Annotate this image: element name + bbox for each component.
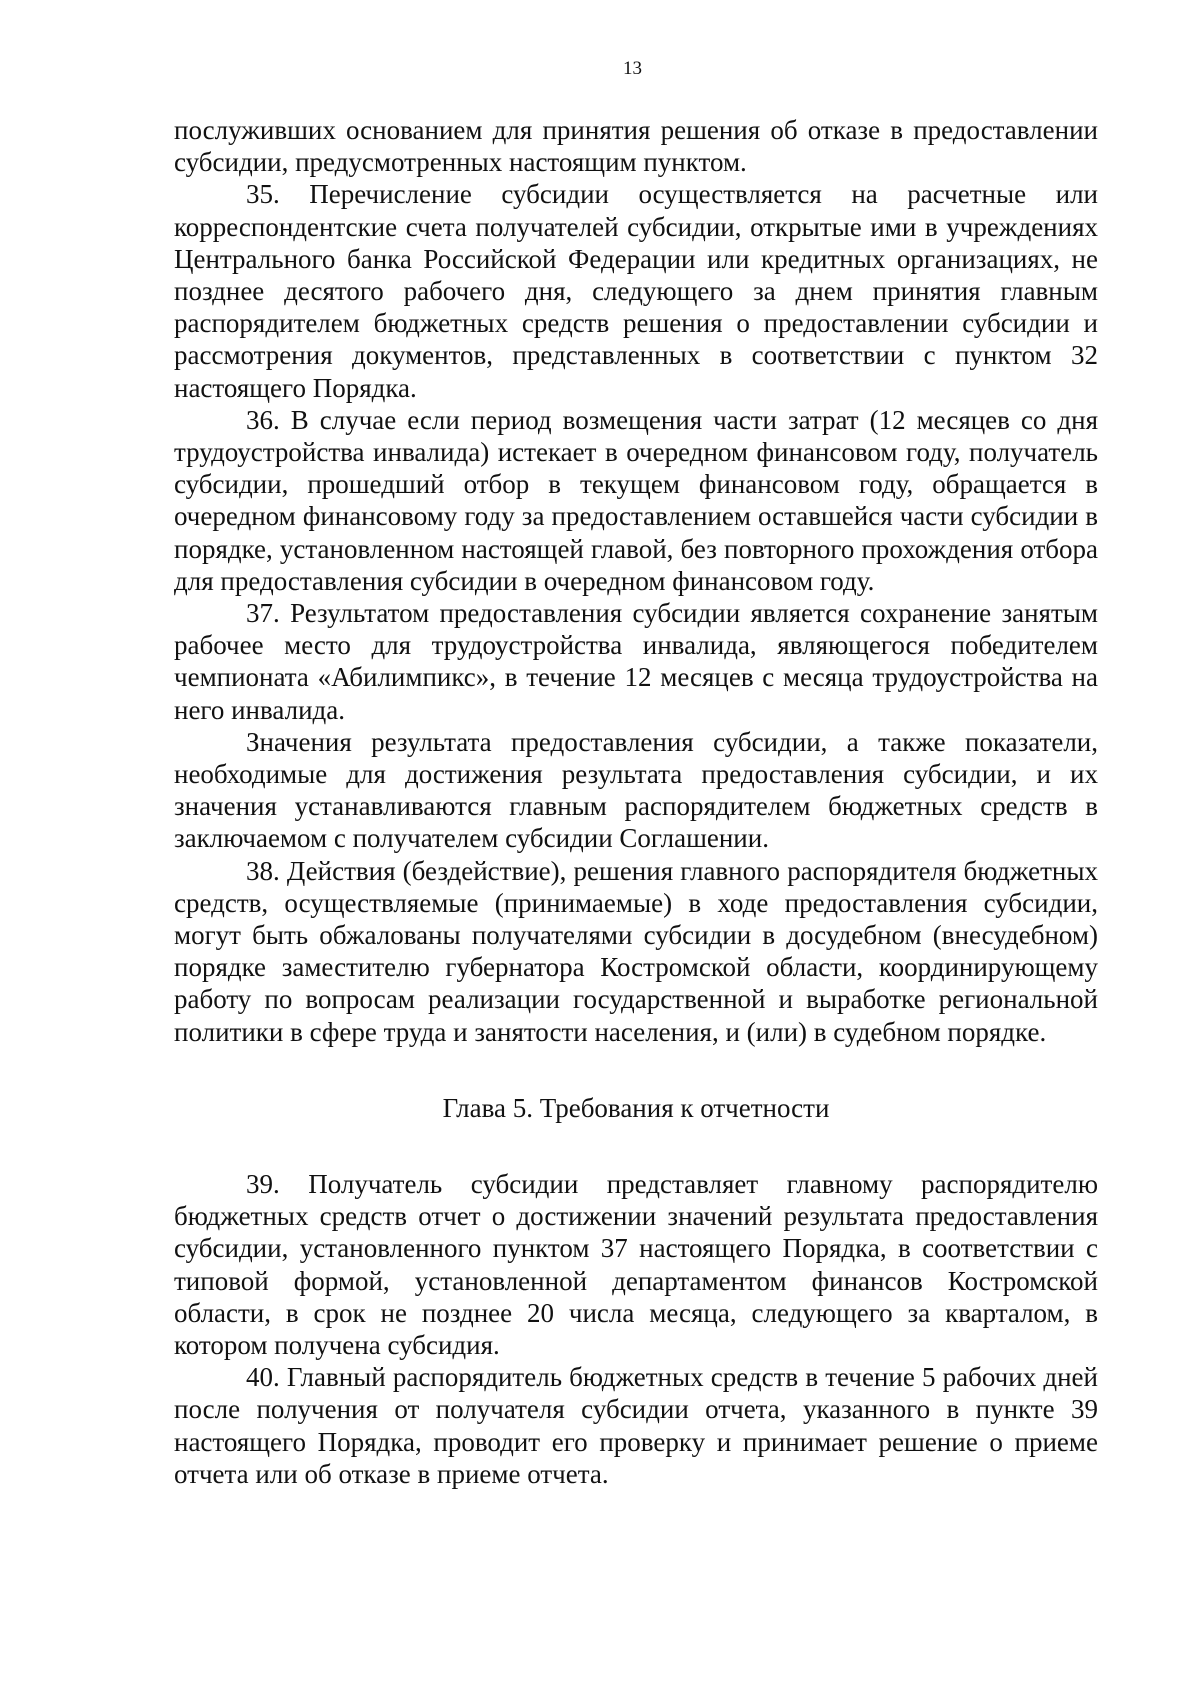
paragraph-35: 35. Перечисление субсидии осуществляется на расчетные или корреспондентские счета получателей субсидии, открытые ими в учреждениях Центрального банка Российской Федерации или кредитных организациях, не позднее десятого рабочего дня, следующего за днем принятия главным распорядителем бюджетных средств решения о предоставлении субсидии и рассмотрения документов, представленных в соответствии с пунктом 32 настоящего Порядка. [174, 179, 1098, 403]
chapter-heading: Глава 5. Требования к отчетности [442, 1092, 830, 1123]
document-body [174, 114, 1098, 1490]
paragraph-37-values: Значения результата предоставления субсидии, а также показатели, необходимые для достижения результата предоставления субсидии, и их значения устанавливаются главным распорядителем бюджетных средств в заключаемом с получателем субсидии Соглашении. [174, 726, 1098, 854]
paragraph-40: 40. Главный распорядитель бюджетных средств в течение 5 рабочих дней после получения от получателя субсидии отчета, указанного в пункте 39 настоящего Порядка, проводит его проверку и принимает решение о приеме отчета или об отказе в приеме отчета. [174, 1362, 1098, 1489]
paragraph-continuation: послуживших основанием для принятия решения об отказе в предоставлении субсидии, предусмотренных настоящим пунктом. [174, 115, 1098, 178]
page-number: 13 [623, 58, 642, 79]
paragraph-39: 39. Получатель субсидии представляет главному распорядителю бюджетных средств отчет о достижении значений результата предоставления субсидии, установленного пунктом 37 настоящего Порядка, в соответствии с типовой формой, установленной департаментом финансов Костромской области, в срок не позднее 20 числа месяца, следующего за кварталом, в котором получена субсидия. [174, 1168, 1098, 1360]
paragraph-36: 36. В случае если период возмещения части затрат (12 месяцев со дня трудоустройства инвалида) истекает в очередном финансовом году, получатель субсидии, прошедший отбор в текущем финансовом году, обращается в очередном финансовому году за предоставлением оставшейся части субсидии в порядке, установленном настоящей главой, без повторного прохождения отбора для предоставления субсидии в очередном финансовом году. [174, 404, 1098, 596]
paragraph-37: 37. Результатом предоставления субсидии является сохранение занятым рабочее место для трудоустройства инвалида, являющегося победителем чемпионата «Абилимпикс», в течение 12 месяцев с месяца трудоустройства на него инвалида. [174, 598, 1098, 725]
paragraph-38: 38. Действия (бездействие), решения главного распорядителя бюджетных средств, осуществляемые (принимаемые) в ходе предоставления субсидии, могут быть обжалованы получателями субсидии в досудебном (внесудебном) порядке заместителю губернатора Костромской области, координирующему работу по вопросам реализации государственной и выработке региональной политики в сфере труда и занятости населения, и (или) в судебном порядке. [174, 855, 1098, 1047]
